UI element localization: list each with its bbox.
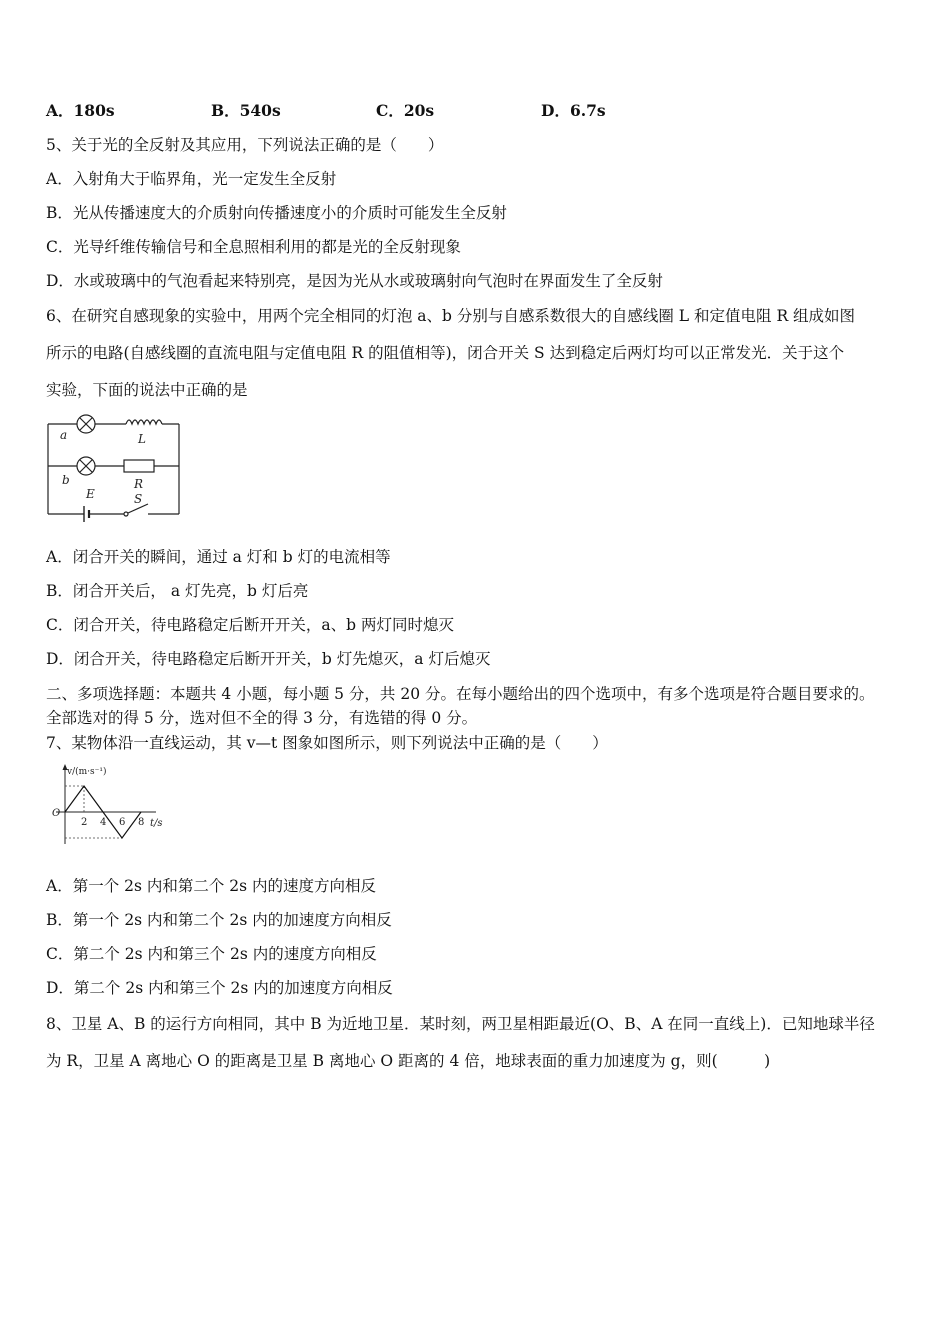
q6-option-d: D．闭合开关，待电路稳定后断开开关，b 灯先熄灭，a 灯后熄灭 xyxy=(46,650,491,668)
q7-y-label: v/(m·s⁻¹) xyxy=(67,767,107,777)
q5-option-d: D．水或玻璃中的气泡看起来特别亮，是因为光从水或玻璃射向气泡时在界面发生了全反射 xyxy=(46,272,663,290)
q6-label-a: a xyxy=(60,428,68,442)
q5-stem: 5、关于光的全反射及其应用，下列说法正确的是（ ） xyxy=(46,136,444,154)
q7-x-label: t/s xyxy=(150,818,163,829)
q7-tick-label: 8 xyxy=(138,817,145,828)
q6-label-r: R xyxy=(134,477,144,491)
q8-stem-line-2: 为 R，卫星 A 离地心 O 的距离是卫星 B 离地心 O 距离的 4 倍，地球表面的重力加速度为 g，则( ) xyxy=(46,1052,771,1070)
q5-option-a: A．入射角大于临界角，光一定发生全反射 xyxy=(46,170,337,188)
q4-option-c: C．20s xyxy=(376,101,435,120)
q5-option-c: C．光导纤维传输信号和全息照相利用的都是光的全反射现象 xyxy=(46,238,461,256)
q7-option-a: A．第一个 2s 内和第二个 2s 内的速度方向相反 xyxy=(46,877,377,895)
q7-tick-label: 4 xyxy=(100,817,107,828)
q4-option-a: A．180s xyxy=(46,101,115,120)
q7-option-b: B．第一个 2s 内和第二个 2s 内的加速度方向相反 xyxy=(46,911,392,929)
q6-stem-line-2: 所示的电路(自感线圈的直流电阻与定值电阻 R 的阻值相等)，闭合开关 S 达到稳定后两灯均可以正常发光．关于这个 xyxy=(46,344,845,362)
q4-option-b: B．540s xyxy=(211,101,281,120)
q7-option-c: C．第二个 2s 内和第三个 2s 内的速度方向相反 xyxy=(46,945,377,963)
q6-stem-line-3: 实验，下面的说法中正确的是 xyxy=(46,381,248,399)
q6-stem-line-1: 6、在研究自感现象的实验中，用两个完全相同的灯泡 a、b 分别与自感系数很大的自感线圈 L 和定值电阻 R 组成如图 xyxy=(46,307,856,325)
q8-stem-line-1: 8、卫星 A、B 的运行方向相同，其中 B 为近地卫星．某时刻，两卫星相距最近(O、B、A 在同一直线上)．已知地球半径 xyxy=(46,1015,875,1033)
section2-heading-line-2: 全部选对的得 5 分，选对但不全的得 3 分，有选错的得 0 分。 xyxy=(46,709,478,727)
q6-circuit-diagram xyxy=(44,410,186,522)
q7-tick-label: 6 xyxy=(119,817,126,828)
q6-label-b: b xyxy=(62,473,70,487)
section2-heading-line-1: 二、多项选择题：本题共 4 小题，每小题 5 分，共 20 分。在每小题给出的四个选项中，有多个选项是符合题目要求的。 xyxy=(46,685,875,703)
q6-option-c: C．闭合开关，待电路稳定后断开开关，a、b 两灯同时熄灭 xyxy=(46,616,454,634)
q6-option-b: B．闭合开关后， a 灯先亮，b 灯后亮 xyxy=(46,582,309,600)
q4-option-d: D．6.7s xyxy=(541,101,606,120)
q6-label-l: L xyxy=(138,432,146,446)
q7-option-d: D．第二个 2s 内和第三个 2s 内的加速度方向相反 xyxy=(46,979,393,997)
q6-option-a: A．闭合开关的瞬间，通过 a 灯和 b 灯的电流相等 xyxy=(46,548,391,566)
q6-label-e: E xyxy=(86,487,95,501)
q5-option-b: B．光从传播速度大的介质射向传播速度小的介质时可能发生全反射 xyxy=(46,204,507,222)
q7-origin: O xyxy=(52,808,61,819)
q7-vt-graph xyxy=(48,760,178,850)
q7-stem: 7、某物体沿一直线运动，其 v—t 图象如图所示，则下列说法中正确的是（ ） xyxy=(46,734,608,752)
q6-label-s: S xyxy=(134,492,143,506)
q7-tick-label: 2 xyxy=(81,817,88,828)
